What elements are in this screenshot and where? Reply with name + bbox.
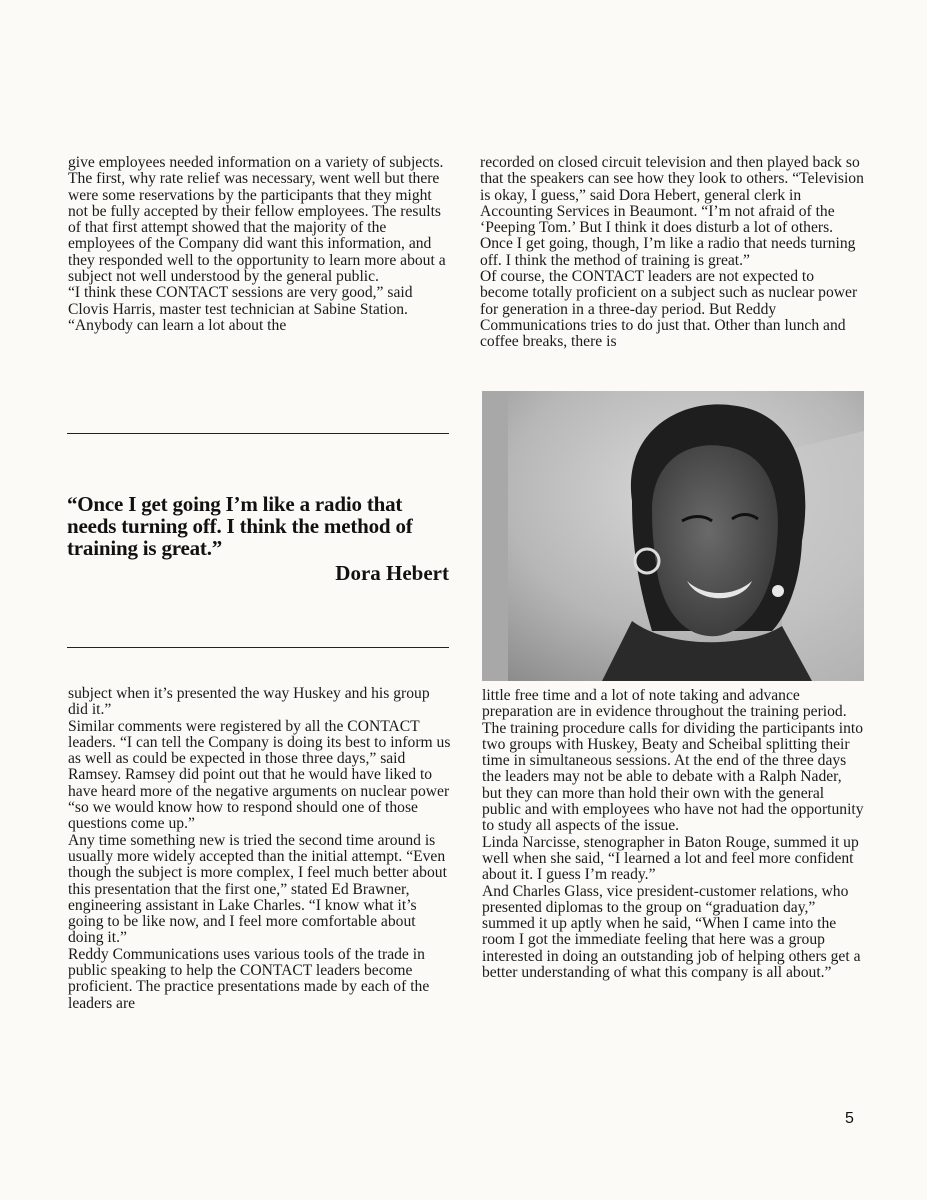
paragraph: give employees needed information on a variety of subjects. The first, why rate relief was necessary, went well but there were some reservations by the participants that they might not be fully accepted by their fellow employees. The results of that first attempt showed that the majority of the employees of the Company did want this information, and they responded well to the opportunity to learn more about a subject not well understood by the general public.: [68, 154, 446, 286]
paragraph: Of course, the CONTACT leaders are not expected to become totally proficient on a subject such as nuclear power for generation in a three-day period. But Reddy Communications tries to do just that. Other than lunch and coffee breaks, there is: [480, 268, 858, 351]
portrait-photo: [482, 391, 864, 681]
right-column-bottom: [482, 688, 864, 981]
portrait-illustration: [482, 391, 864, 681]
page-number: 5: [845, 1110, 854, 1127]
paragraph: Any time something new is tried the second time around is usually more widely accepted than the initial attempt. “Even though the subject is more complex, I feel much better about this presentation that the first one,” stated Ed Brawner, engineering assistant in Lake Charles. “I know what it’s going to be like now, and I feel more comfortable about doing it.”: [68, 831, 447, 947]
pull-quote-attribution: Dora Hebert: [335, 561, 449, 585]
paragraph: subject when it’s presented the way Huskey and his group did it.”: [68, 685, 430, 719]
pull-quote: “Once I get going I’m like a radio that needs turning off. I think the method of training is great.”: [67, 492, 413, 560]
paragraph: And Charles Glass, vice president-customer relations, who presented diplomas to the group on “graduation day,” summed it up aptly when he said, “When I came into the room I got the immediate feeling that here was a group interested in doing an outstanding job of helping others get a better understanding of what this company is all about.”: [482, 882, 861, 982]
paragraph: Reddy Communications uses various tools of the trade in public speaking to help the CONTACT leaders become proficient. The practice presentations made by each of the leaders are: [68, 945, 430, 1012]
paragraph: Linda Narcisse, stenographer in Baton Rouge, summed it up well when she said, “I learned a lot and feel more confident about it. I guess I’m ready.”: [482, 833, 859, 884]
paragraph: Similar comments were registered by all the CONTACT leaders. “I can tell the Company is doing its best to inform us as well as could be expected in those three days,” said Ramsey. Ramsey did point out that he would have liked to have heard more of the negative arguments on nuclear power “so we would know how to respond should one of those questions come up.”: [68, 717, 451, 833]
paragraph: The training procedure calls for dividing the participants into two groups with Huskey, Beaty and Scheibal splitting their time in simultaneous sessions. At the end of the three days the leaders may not be able to debate with a Ralph Nader, but they can more than hold their own with the general public and with employees who have not had the opportunity to study all aspects of the issue.: [482, 719, 864, 835]
paragraph: little free time and a lot of note taking and advance preparation are in evidence throughout the training period.: [482, 687, 847, 721]
paragraph: recorded on closed circuit television and then played back so that the speakers can see how they look to others. “Television is okay, I guess,” said Dora Hebert, general clerk in Accounting Services in Beaumont. “I’m not afraid of the ‘Peeping Tom.’ But I think it does disturb a lot of others. Once I get going, though, I’m like a radio that needs turning off. I think the method of training is great.”: [480, 154, 864, 269]
divider-top: [67, 433, 449, 434]
divider-bottom: [67, 647, 449, 648]
left-column-bottom: [68, 686, 451, 1012]
paragraph: “I think these CONTACT sessions are very good,” said Clovis Harris, master test technician at Sabine Station. “Anybody can learn a lot about the: [68, 284, 413, 334]
right-column-top: [480, 155, 864, 351]
left-column-top: [68, 155, 451, 334]
